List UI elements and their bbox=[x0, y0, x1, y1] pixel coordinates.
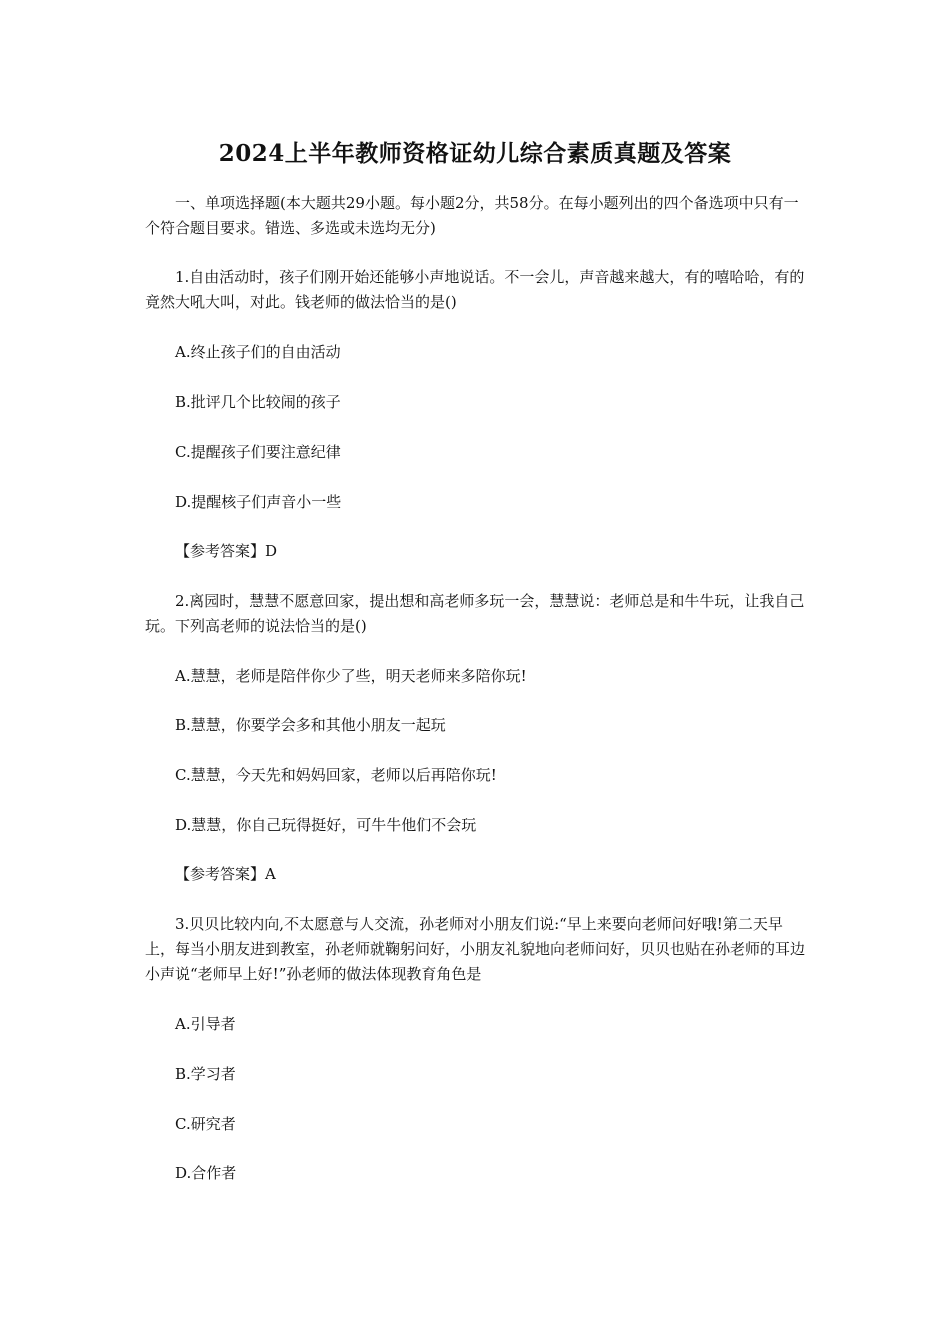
question-1-option-a: A.终止孩子们的自由活动 bbox=[175, 343, 341, 361]
question-2-option-b: B.慧慧，你要学会多和其他小朋友一起玩 bbox=[175, 716, 446, 734]
question-3-stem: 3.贝贝比较内向,不太愿意与人交流，孙老师对小朋友们说:“早上来要向老师问好哦!第二天早上，每当小朋友进到教室，孙老师就鞠躬问好，小朋友礼貌地向老师问好，贝贝也贴在孙老师的耳边小声说“老师早上好!”孙老师的做法体现教育角色是 bbox=[145, 915, 806, 983]
section-intro: 一、单项选择题(本大题共29小题。每小题2分，共58分。在每小题列出的四个备选项中只有一个符合题目要求。错选、多选或未选均无分) bbox=[145, 194, 799, 237]
question-1-stem: 1.自由活动时，孩子们刚开始还能够小声地说话。不一会儿，声音越来越大，有的嘻哈哈，有的竟然大吼大叫，对此。钱老师的做法恰当的是() bbox=[145, 268, 805, 311]
question-2-option-a: A.慧慧，老师是陪伴你少了些，明天老师来多陪你玩! bbox=[175, 667, 527, 685]
question-3-option-b: B.学习者 bbox=[175, 1065, 236, 1083]
question-2-option-c: C.慧慧，今天先和妈妈回家，老师以后再陪你玩! bbox=[175, 766, 497, 784]
question-2-stem: 2.离园时，慧慧不愿意回家，提出想和高老师多玩一会，慧慧说：老师总是和牛牛玩，让我自己玩。下列高老师的说法恰当的是() bbox=[145, 592, 805, 635]
question-1-option-d: D.提醒核子们声音小一些 bbox=[175, 493, 342, 511]
question-1-option-b: B.批评几个比较闹的孩子 bbox=[175, 393, 341, 411]
page-title: 2024上半年教师资格证幼儿综合素质真题及答案 bbox=[218, 140, 732, 168]
question-1-answer: 【参考答案】D bbox=[175, 542, 278, 560]
question-3-option-d: D.合作者 bbox=[175, 1164, 237, 1182]
question-1-option-c: C.提醒孩子们要注意纪律 bbox=[175, 443, 341, 461]
question-2-answer: 【参考答案】A bbox=[175, 865, 276, 883]
question-2-option-d: D.慧慧，你自己玩得挺好，可牛牛他们不会玩 bbox=[175, 816, 477, 834]
question-3-option-a: A.引导者 bbox=[175, 1015, 236, 1033]
question-3-option-c: C.研究者 bbox=[175, 1115, 236, 1133]
